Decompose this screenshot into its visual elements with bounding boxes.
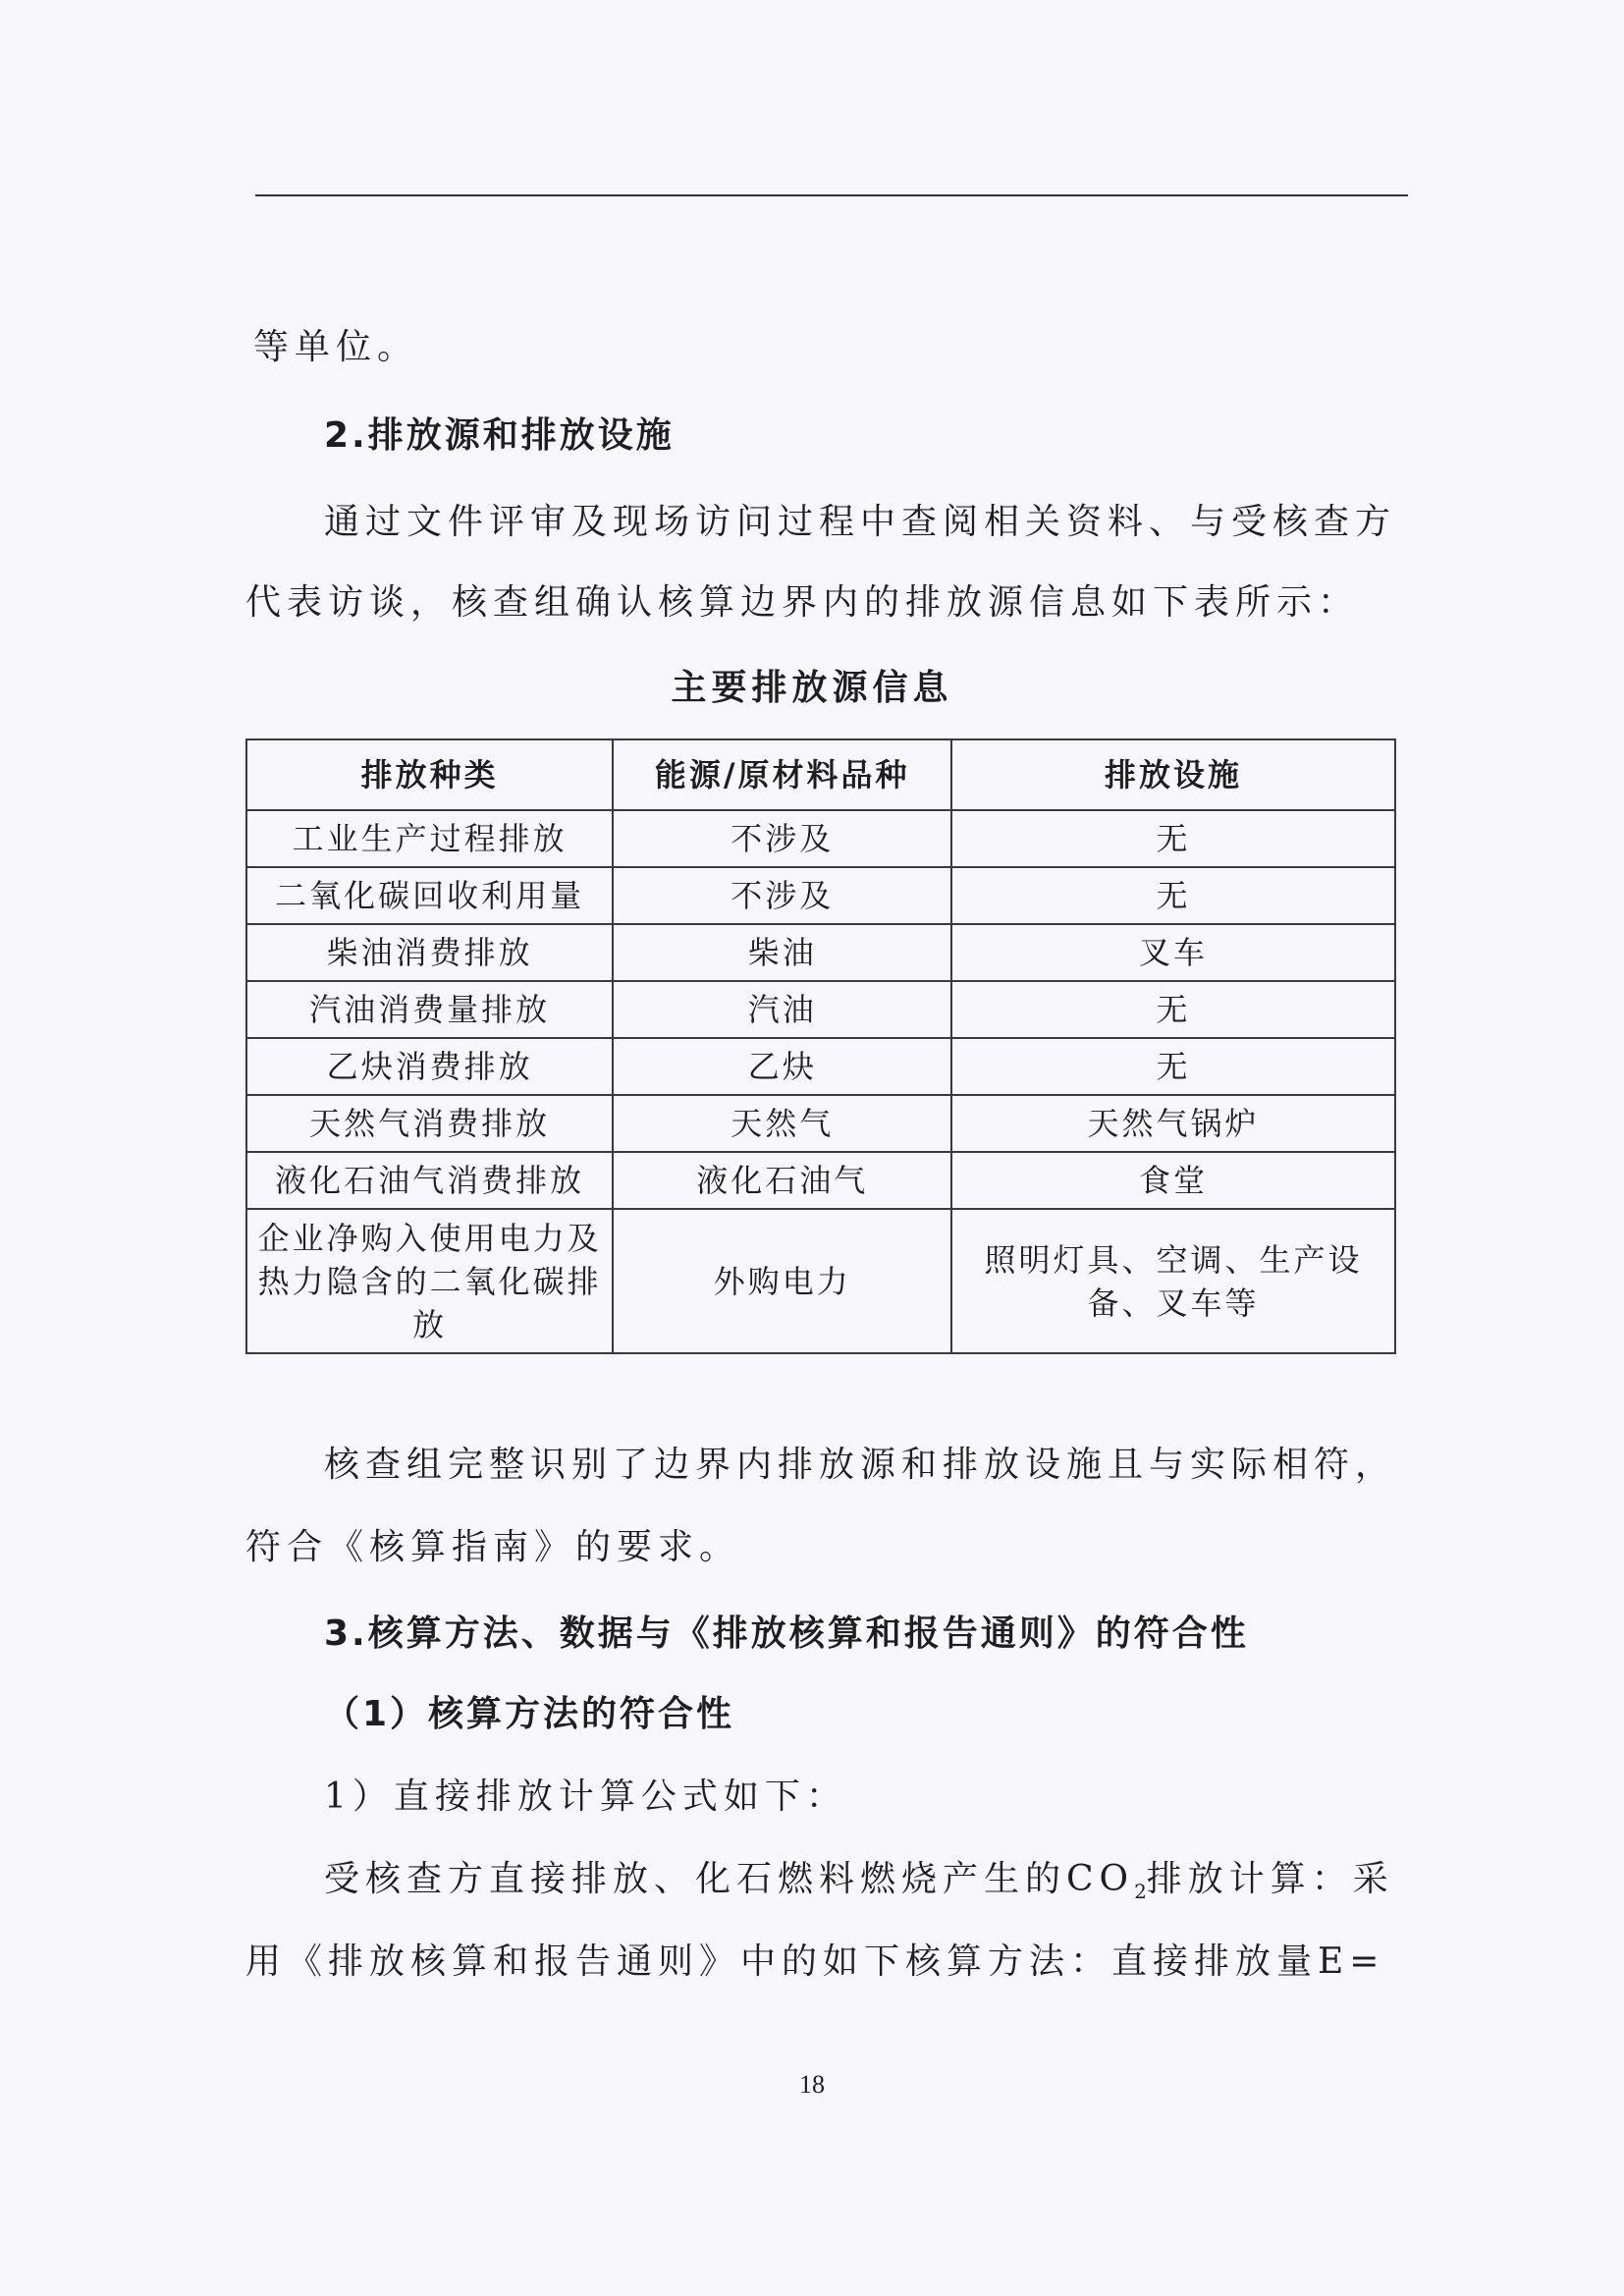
- table-cell: 不涉及: [613, 867, 951, 924]
- table-row: [246, 867, 1395, 924]
- table-cell: 企业净购入使用电力及热力隐含的二氧化碳排放: [246, 1209, 613, 1353]
- table-cell: 二氧化碳回收利用量: [246, 867, 613, 924]
- column-header: 排放种类: [246, 739, 613, 810]
- table-cell: 工业生产过程排放: [246, 810, 613, 867]
- table-cell: 天然气: [613, 1095, 951, 1152]
- header-rule: [255, 194, 1408, 196]
- table-cell: 无: [951, 1038, 1395, 1095]
- table-row: [246, 1095, 1395, 1152]
- table-row: [246, 1038, 1395, 1095]
- table-row: [246, 924, 1395, 981]
- table-cell: 柴油消费排放: [246, 924, 613, 981]
- table-cell: 天然气锅炉: [951, 1095, 1395, 1152]
- text-run: 受核查方直接排放、化石燃料燃烧产生的CO: [324, 1859, 1135, 1899]
- section-heading-3: 3.核算方法、数据与《排放核算和报告通则》的符合性: [324, 1613, 1249, 1654]
- table-cell: 无: [951, 867, 1395, 924]
- table-row: [246, 810, 1395, 867]
- table-cell: 无: [951, 810, 1395, 867]
- paragraph-line: 符合《核算指南》的要求。: [245, 1527, 741, 1567]
- table-cell: 天然气消费排放: [246, 1095, 613, 1152]
- paragraph-line: 通过文件评审及现场访问过程中查阅相关资料、与受核查方: [324, 502, 1397, 542]
- paragraph-line: 代表访谈，核查组确认核算边界内的排放源信息如下表所示：: [245, 582, 1360, 623]
- table-cell: 食堂: [951, 1152, 1395, 1209]
- table-cell: 液化石油气: [613, 1152, 951, 1209]
- table-row: [246, 981, 1395, 1038]
- page-number: 18: [799, 2070, 825, 2099]
- table-cell: 不涉及: [613, 810, 951, 867]
- emission-source-table: [245, 738, 1396, 1354]
- table-caption: 主要排放源信息: [671, 668, 953, 708]
- paragraph-line: 1）直接排放计算公式如下：: [324, 1777, 847, 1817]
- section-heading-2: 2.排放源和排放设施: [324, 415, 675, 456]
- table-cell: 乙炔消费排放: [246, 1038, 613, 1095]
- table-row: [246, 1209, 1395, 1353]
- table-cell: 乙炔: [613, 1038, 951, 1095]
- table-cell: 照明灯具、空调、生产设备、叉车等: [951, 1209, 1395, 1353]
- table-cell: 液化石油气消费排放: [246, 1152, 613, 1209]
- table-row: [246, 1152, 1395, 1209]
- column-header: 能源/原材料品种: [613, 739, 951, 810]
- paragraph-line: 核查组完整识别了边界内排放源和排放设施且与实际相符，: [324, 1445, 1397, 1485]
- subscript: 2: [1134, 1880, 1147, 1904]
- table-cell: 柴油: [613, 924, 951, 981]
- table-cell: 无: [951, 981, 1395, 1038]
- table-cell: 叉车: [951, 924, 1395, 981]
- paragraph-line: [324, 1856, 1394, 1915]
- table-header-row: [246, 739, 1395, 810]
- table-cell: 汽油消费量排放: [246, 981, 613, 1038]
- table-cell: 汽油: [613, 981, 951, 1038]
- paragraph-line: 用《排放核算和报告通则》中的如下核算方法：直接排放量E=: [245, 1941, 1385, 1982]
- table-cell: 外购电力: [613, 1209, 951, 1353]
- paragraph-continuation: 等单位。: [253, 327, 419, 367]
- text-run: 排放计算：采: [1146, 1859, 1394, 1899]
- subsection-heading: （1）核算方法的符合性: [324, 1694, 735, 1734]
- column-header: 排放设施: [951, 739, 1395, 810]
